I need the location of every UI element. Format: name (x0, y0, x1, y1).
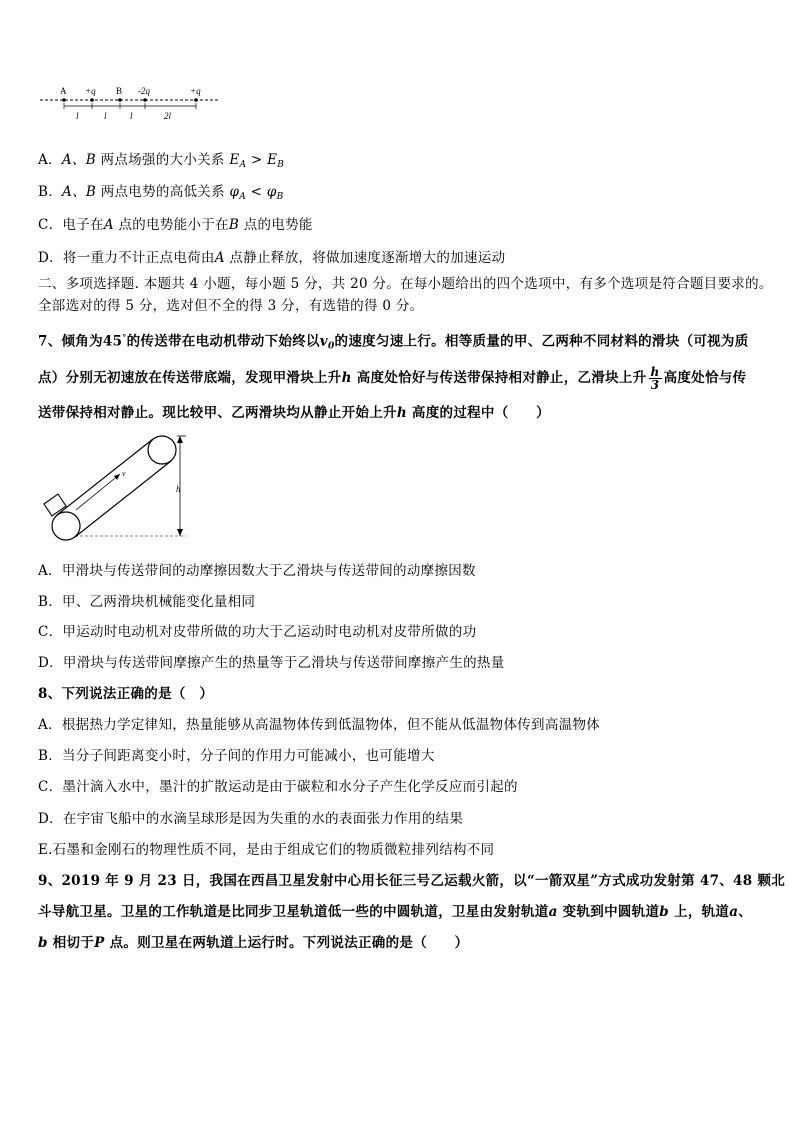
segment-label-1: l (76, 111, 79, 121)
charge-plus-q-1-label: +q (85, 86, 96, 96)
charge-plus-q-2-label: +q (190, 86, 201, 96)
q7-option-b: B．甲、乙两滑块机械能变化量相同 (38, 594, 256, 610)
belt-upper (57, 439, 153, 515)
q7-stem-line2: 点）分别无初速放在传送带底端，发现甲滑块上升h 高度处恰好与传送带保持相对静止，乙滑块上升 $\frac{h}{3}$ 高度处恰与传 (38, 365, 747, 392)
segment-label-4: 2l (164, 111, 172, 121)
point-B-dot (118, 98, 122, 102)
q7-stem-line1: 7、倾角为45°的传送带在电动机带动下始终以$v_0$的速度匀速上行。相等质量的甲、乙两种不同材料的滑块（可视为质 (38, 332, 749, 352)
segment-label-2: l (104, 111, 107, 121)
charge-plus-q-2-dot (194, 98, 198, 102)
height-label: h (176, 484, 181, 494)
section2-line1: 二、多项选择题. 本题共 4 小题，每小题 5 分，共 20 分。在每小题给出的四个选项中，有多个选项是符合题目要求的。 (38, 276, 773, 292)
q9-stem-line3: b 相切于P 点。则卫星在两轨道上运行时。下列说法正确的是（ ） (38, 935, 469, 951)
q6-option-d: D．将一重力不计正点电荷由A 点静止释放，将做加速度逐渐增大的加速运动 (38, 250, 506, 266)
q7-stem-line3: 送带保持相对静止。现比较甲、乙两滑块均从静止开始上升h 高度的过程中（ ） (38, 405, 550, 421)
section2-line2: 全部选对的得 5 分，选对但不全的得 3 分，有选错的得 0 分。 (38, 298, 424, 314)
q8-option-a: A．根据热力学定律知，热量能够从高温物体传到低温物体，但不能从低温物体传到高温物体 (38, 717, 601, 733)
q7-option-a: A．甲滑块与传送带间的动摩擦因数大于乙滑块与传送带间的动摩擦因数 (38, 563, 476, 579)
charge-line-diagram (40, 84, 230, 124)
point-B-label: B (116, 86, 123, 96)
conveyor-belt-figure (40, 434, 210, 544)
q7-option-c: C．甲运动时电动机对皮带所做的功大于乙运动时电动机对皮带所做的功 (38, 624, 477, 640)
q6-option-c: C．电子在A 点的电势能小于在B 点的电势能 (38, 217, 313, 233)
point-A-dot (62, 98, 66, 102)
q8-option-b: B．当分子间距离变小时，分子间的作用力可能减小，也可能增大 (38, 748, 435, 764)
segment-label-3: l (130, 111, 133, 121)
q9-stem-line1: 9、2019 年 9 月 23 日，我国在西昌卫星发射中心用长征三号乙运载火箭，以“一箭双星”方式成功发射第 47、48 颗北 (38, 873, 786, 889)
q9-stem-line2: 斗导航卫星。卫星的工作轨道是比同步卫星轨道低一些的中圆轨道，卫星由发射轨道a 变轨到中圆轨道b 上，轨道a、 (38, 904, 753, 920)
charge-minus-2q-label: -2q (138, 86, 150, 96)
velocity-label: v (122, 469, 126, 478)
point-A-label: A (60, 86, 67, 96)
q6-option-a: A．A、B 两点场强的大小关系 $E_A > E_B$ (38, 152, 285, 170)
velocity-arrow (76, 474, 120, 510)
q6-option-b: B．A、B 两点电势的高低关系 $\varphi_A < \varphi_B$ (38, 184, 284, 202)
q7-option-d: D．甲滑块与传送带间摩擦产生的热量等于乙滑块与传送带间摩擦产生的热量 (38, 655, 505, 671)
charge-minus-2q-dot (143, 98, 147, 102)
charge-plus-q-1-dot (90, 98, 94, 102)
q8-option-e: E.石墨和金刚石的物理性质不同，是由于组成它们的物质微粒排列结构不同 (38, 842, 495, 858)
q8-stem: 8、下列说法正确的是（ ） (38, 686, 214, 702)
q8-option-d: D．在宇宙飞船中的水滴呈球形是因为失重的水的表面张力作用的结果 (38, 811, 464, 827)
q8-option-c: C．墨汁滴入水中，墨汁的扩散运动是由于碳粒和水分子产生化学反应而引起的 (38, 779, 518, 795)
